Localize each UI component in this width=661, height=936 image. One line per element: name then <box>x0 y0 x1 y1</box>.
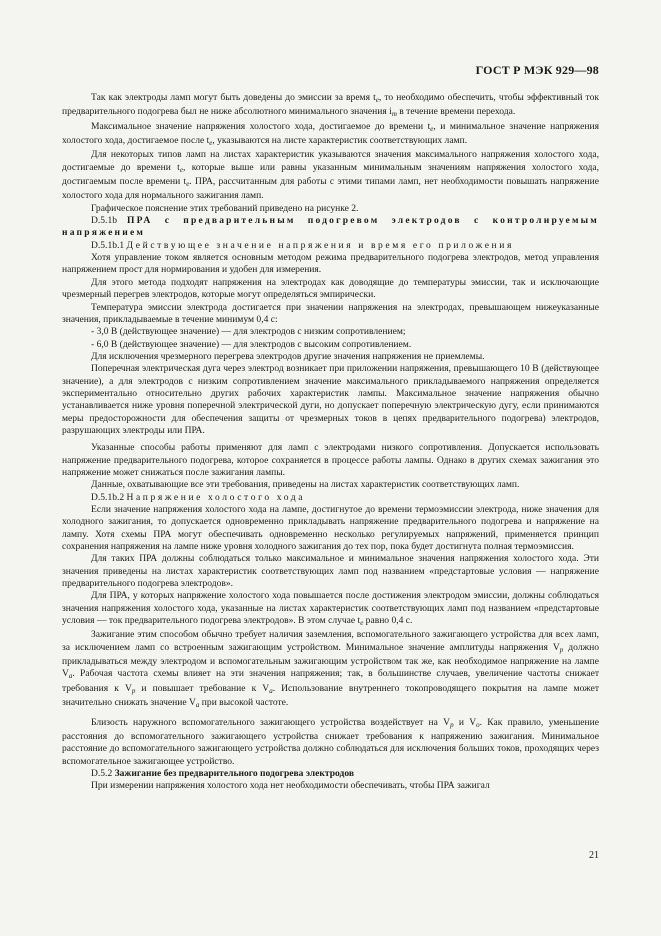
paragraph: При измерении напряжения холостого хода нет необходимости обеспечивать, чтобы ПРА зажигал <box>91 780 490 792</box>
paragraph: Поперечная электрическая дуга через электрод возникает при приложении напряжения, превышающего 10 В (действующее значение), а для электродов с низким сопротивлением значение максимального прикладываемого напряжения определяется экспериментально относительно других рабочих характеристик лампы. Максимальное значение напряжения обычно устанавливается ниже уровня поперечной электрической дуги, но допускает поперечную электрическую дугу, если принимаются меры предосторожности для обеспечения защиты от чрезмерных токов в цепях предварительного подогрева) электродов, разрушающих электроды или ПРА. <box>62 363 599 436</box>
subsection-heading: D.5.1b.2 Напряжение холостого хода <box>91 491 306 503</box>
paragraph: Для таких ПРА должны соблюдаться только максимальное и минимальное значения напряжения холостого хода. Эти значения приведены на листах характеристик соответствующих ламп под названием «предстартовые условия — напряжение предварительного подогрева электродов». <box>62 553 599 590</box>
document-body <box>62 92 599 793</box>
paragraph: Так как электроды ламп могут быть доведены до эмиссии за время $t_e$, то необходимо обеспечить, чтобы эффективный ток предварительного подогрева был не ниже абсолютного минимального значения $i_m$ в течение времени перехода. <box>62 92 599 119</box>
section-heading: D.5.2 Зажигание без предварительного подогрева электродов <box>91 767 355 779</box>
list-item: - 3,0 В (действующее значение) — для электродов с низким сопротивлением; <box>91 326 406 338</box>
paragraph: Графическое пояснение этих требований приведено на рисунке 2. <box>91 202 359 214</box>
paragraph: Максимальное значение напряжения холостого хода, достигаемое до времени $t_e$, и минимальное значение напряжения холостого хода, достигаемое после $t_e$, указываются на листе характеристик соответствующих ламп. <box>62 120 599 148</box>
paragraph: Зажигание этим способом обычно требует наличия заземления, вспомогательного зажигающего устройства для всех ламп, за исключением ламп со встроенным зажигающим устройством. Минимальное значение амплитуды напряжения $V_p$ должно прикладываться между электродом и вспомогательным зажигающим устройством так же, как необходимое напряжение на лампе $V_a$. Рабочая частота схемы влияет на эти значения напряжения; так, в большинстве случаев, увеличение частоты снижает требования к $V_p$ и повышает требование к $V_a$. Использование внутреннего токопроводящего покрытия на лампе может значительно снижать значение $V_a$ при высокой частоте. <box>62 629 600 710</box>
page-number: 21 <box>589 850 599 861</box>
paragraph: Хотя управление током является основным методом режима предварительного подогрева электродов, метод управления напряжением прост для нормирования и удобен для измерения. <box>62 252 599 276</box>
paragraph: Для ПРА, у которых напряжение холостого хода повышается после достижения электродом эмиссии, должны соблюдаться значения напряжения холостого хода, указанные на листах характеристик соответствующих ламп под названием «предстартовые условия — ток предварительного подогрева электродов». В этом случае $t_e$ равно 0,4 с. <box>62 590 599 628</box>
section-heading: D.5.1b ПРА с предварительным подогревом электродов с контролируемым напряжением <box>62 215 600 239</box>
document-header: ГОСТ Р МЭК 929—98 <box>475 63 599 77</box>
subsection-heading: D.5.1b.1 Действующее значение напряжения и время его приложения <box>91 239 514 251</box>
paragraph: Данные, охватывающие все эти требования, приведены на листах характеристик соответствующих ламп. <box>91 479 520 491</box>
paragraph: Для некоторых типов ламп на листах характеристик указываются значения максимального напряжения холостого хода, достигаемые до времени $t_e$, которые выше или равны указанным минимальным значениям напряжения холостого хода, достигаемым после времени $t_e$. ПРА, рассчитанным для работы с этими типами ламп, нет необходимости повышать напряжение холостого хода для нормального зажигания ламп. <box>62 149 599 202</box>
paragraph: Для этого метода подходят напряжения на электродах как доводящие до температуры эмиссии, так и исключающие чрезмерный перегрев электродов, которые могут определяться эмпирически. <box>62 276 599 301</box>
paragraph: Близость наружного вспомогательного зажигающего устройства воздействует на $V_p$ и $V_o$. Как правило, уменьшение расстояния до вспомогательного зажигающего устройства снижает требования к напряжению зажигания. Минимальное расстояние до вспомогательного зажигающего устройства должно соблюдаться для исключения больших токов, проходящих через вспомогательное зажигающее устройство. <box>62 716 600 767</box>
paragraph: Для исключения чрезмерного перегрева электродов другие значения напряжения не приемлемы. <box>91 350 485 362</box>
paragraph: Температура эмиссии электрода достигается при значении напряжения на электродах, превышающем нижеуказанные значения, прикладываемые в течение минимум 0,4 с: <box>62 301 599 325</box>
list-item: - 6,0 В (действующее значение) — для электродов с высоким сопротивлением. <box>91 338 412 350</box>
paragraph: Если значение напряжения холостого хода на лампе, достигнутое до времени термоэмиссии электрода, ниже значения для холодного зажигания, то допускается одновременно прикладывать напряжение предварительного подогрева и напряжение на лампу. Хотя схемы ПРА могут обеспечивать одновременно несколько регулируемых напряжений, применяется принцип сохранения напряжения на лампе ниже уровня холодного зажигания до тех пор, пока будет достигнута полная термоэмиссия. <box>62 504 599 553</box>
paragraph: Указанные способы работы применяют для ламп с электродами низкого сопротивления. Допускается использовать напряжение предварительного подогрева, которое сохраняется в процессе работы лампы. Однако в других схемах зажигания это напряжение может снижаться после зажигания лампы. <box>62 442 599 478</box>
